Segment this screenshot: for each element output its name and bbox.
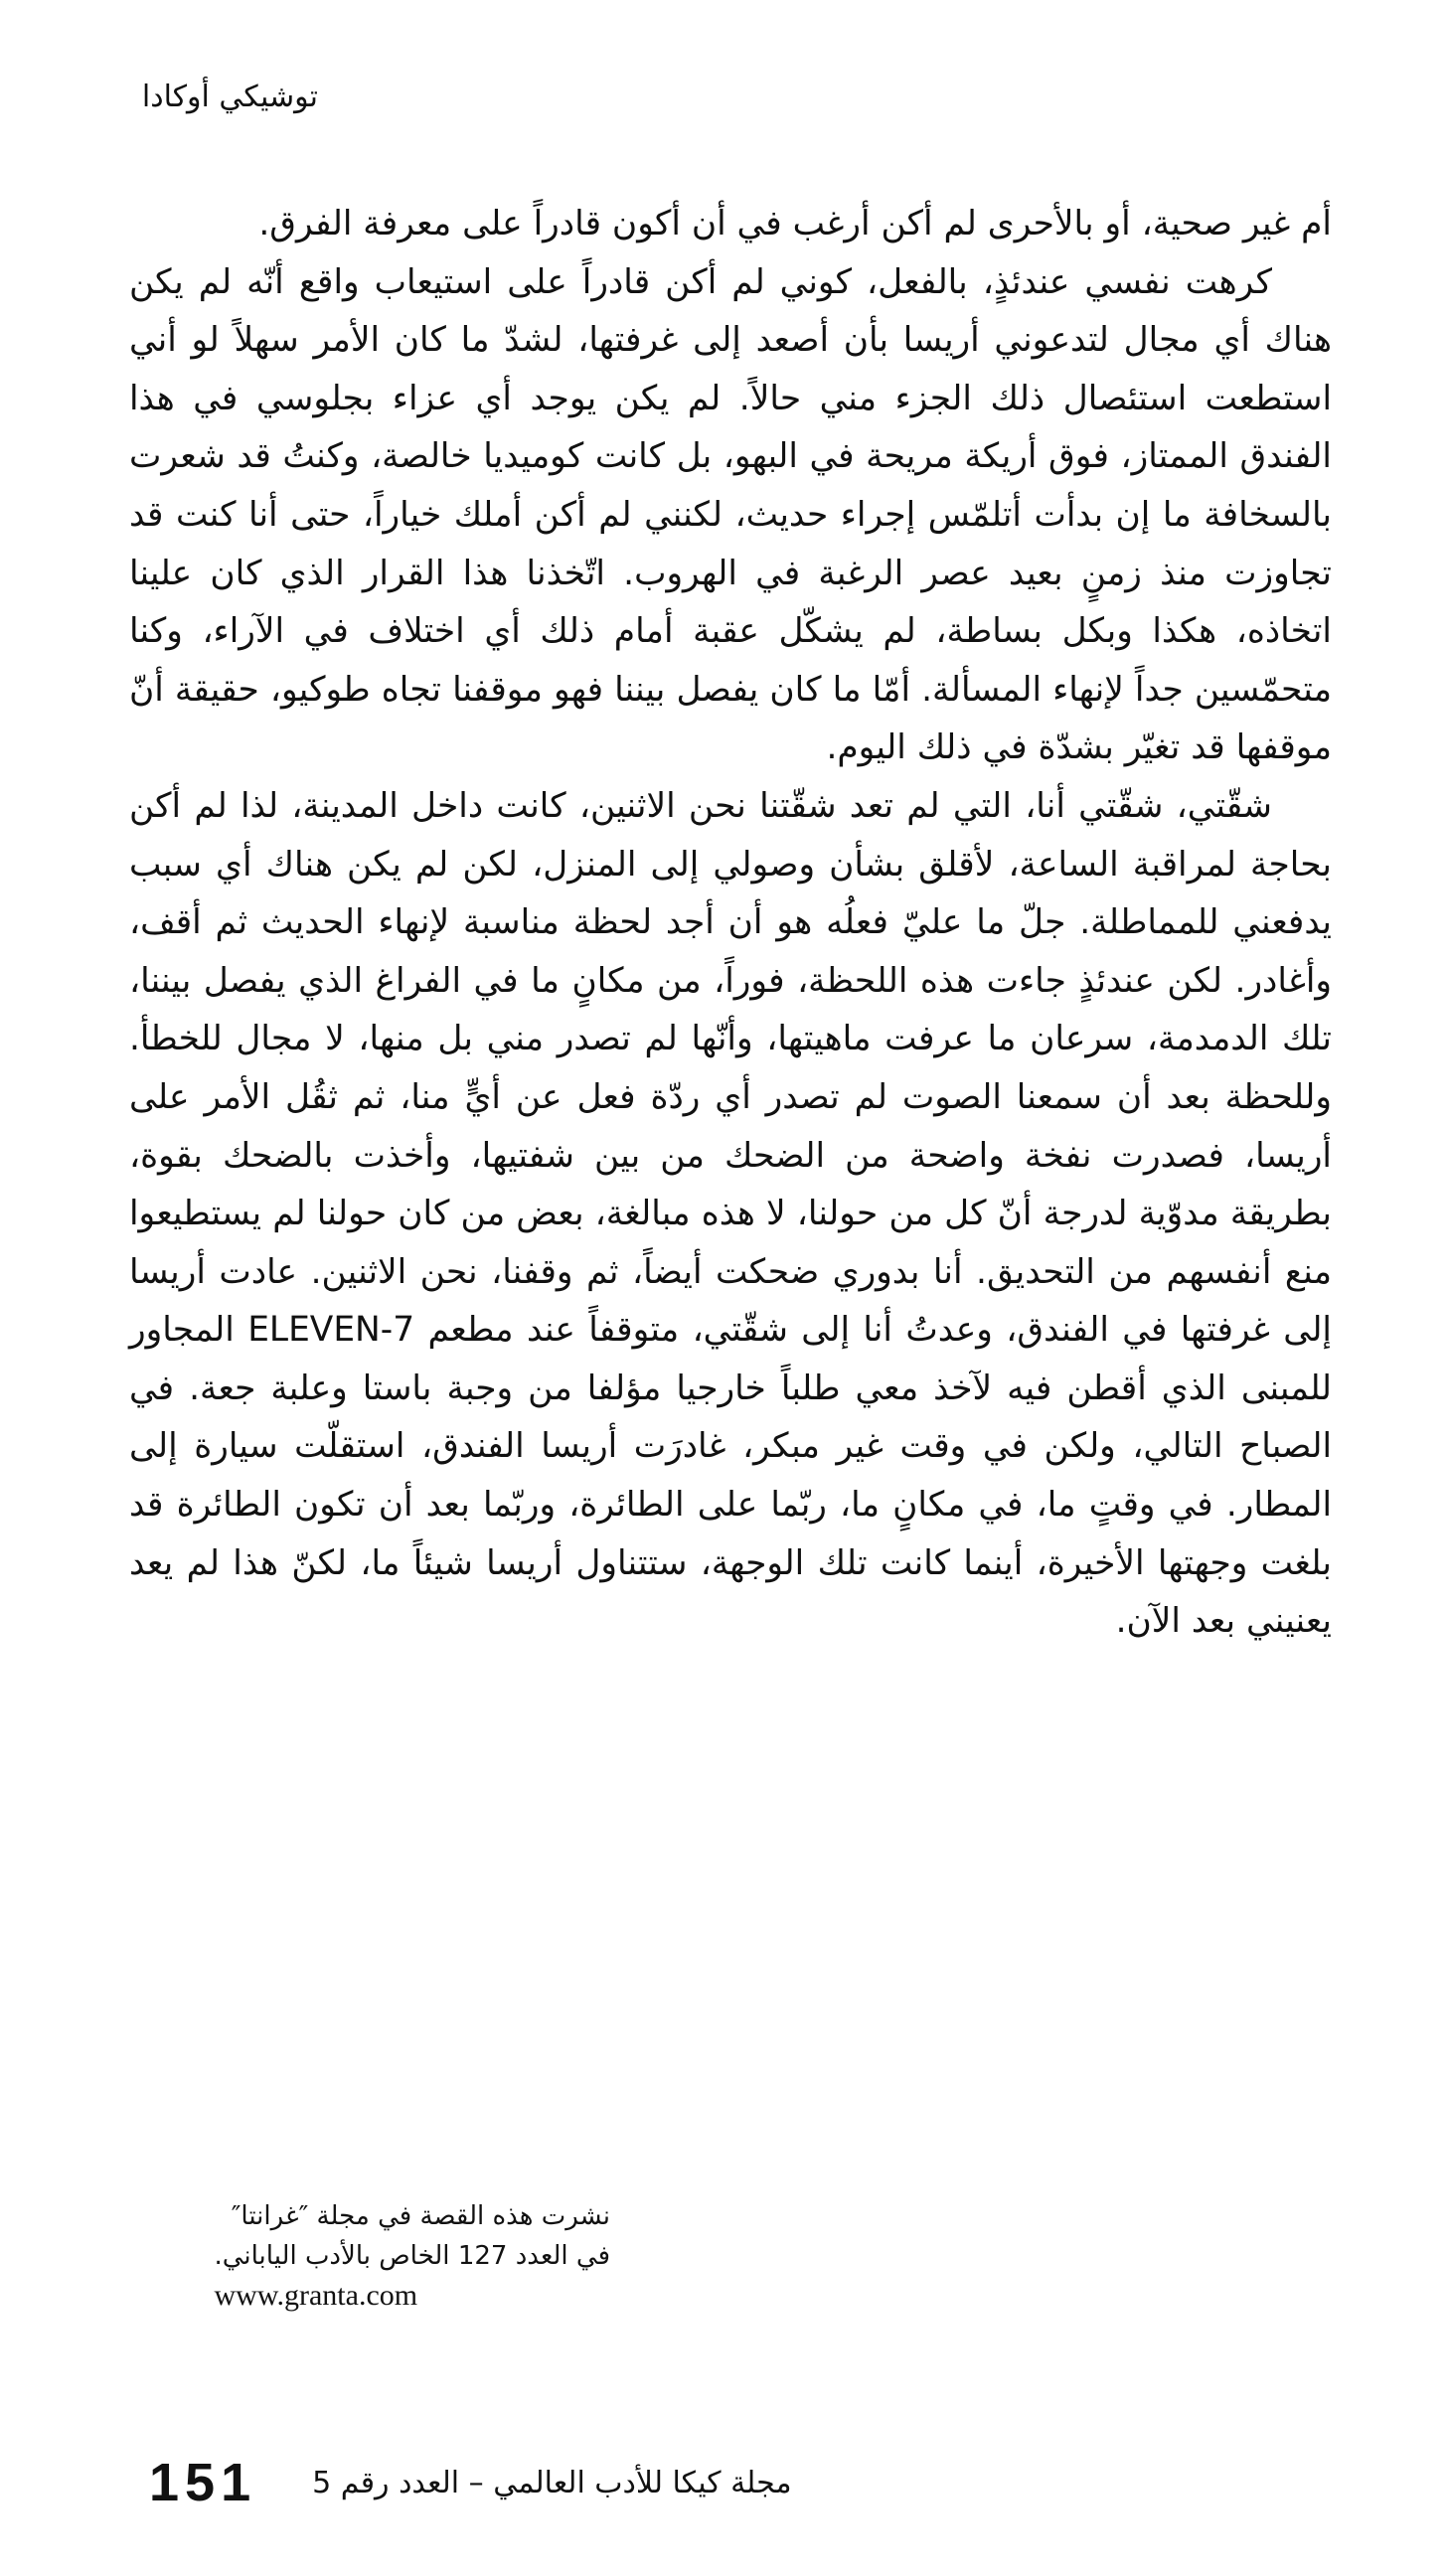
footnote-url: www.granta.com (214, 2279, 418, 2312)
story-text (129, 195, 1332, 1651)
paragraph-2: كرهت نفسي عندئذٍ، بالفعل، كوني لم أكن قادراً على استيعاب واقع أنّه لم يكن هناك أي مجال لتدعوني أريسا بأن أصعد إلى غرفتها، لشدّ ما كان الأمر سهلاً لو أني استطعت استئصال ذلك الجزء مني حالاً. لم يكن يوجد أي عزاء بجلوسي في هذا الفندق الممتاز، فوق أريكة مريحة في البهو، بل كانت كوميديا خالصة، وكنتُ قد شعرت بالسخافة ما إن بدأت أتلمّس إجراء حديث، لكنني لم أكن أملك خياراً، حتى أنا كنت قد تجاوزت منذ زمنٍ بعيد عصر الرغبة في الهروب. اتّخذنا هذا القرار الذي كان علينا اتخاذه، هكذا وبكل بساطة، لم يشكّل عقبة أمام ذلك أي اختلاف في الآراء، وكنا متحمّسين جداً لإنهاء المسألة. أمّا ما كان يفصل بيننا فهو موقفنا تجاه طوكيو، حقيقة أنّ موقفها قد تغيّر بشدّة في ذلك اليوم. (129, 261, 1332, 768)
page-number: 151 (149, 2453, 257, 2512)
page-footer (149, 2453, 792, 2512)
footnote-line-1: نشرت هذه القصة في مجلة ″غرانتا″ (231, 2201, 610, 2231)
paragraph-1: أم غير صحية، أو بالأحرى لم أكن أرغب في أن أكون قادراً على معرفة الفرق. (258, 204, 1332, 243)
running-header-author: توشيكي أوكادا (141, 80, 318, 114)
footnote-line-2: في العدد 127 الخاص بالأدب الياباني. (214, 2241, 610, 2271)
publication-footnote (214, 2196, 610, 2316)
paragraph-3: شقّتي، شقّتي أنا، التي لم تعد شقّتنا نحن الاثنين، كانت داخل المدينة، لذا لم أكن بحاجة لمراقبة الساعة، لأقلق بشأن وصولي إلى المنزل، لكن لم يكن هناك أي سبب يدفعني للمماطلة. جلّ ما عليّ فعلُه هو أن أجد لحظة مناسبة لإنهاء الحديث ثم أقف، وأغادر. لكن عندئذٍ جاءت هذه اللحظة، فوراً، من مكانٍ ما في الفراغ الذي يفصل بيننا، تلك الدمدمة، سرعان ما عرفت ماهيتها، وأنّها لم تصدر مني بل منها، لا مجال للخطأ. وللحظة بعد أن سمعنا الصوت لم تصدر أي ردّة فعل عن أيٍّ منا، ثم ثقُل الأمر على أريسا، فصدرت نفخة واضحة من الضحك من بين شفتيها، وأخذت بالضحك بقوة، بطريقة مدوّية لدرجة أنّ كل من حولنا، لا هذه مبالغة، بعض من كان حولنا لم يستطيعوا منع أنفسهم من التحديق. أنا بدوري ضحكت أيضاً، ثم وقفنا، نحن الاثنين. عادت أريسا إلى غرفتها في الفندق، وعدتُ أنا إلى شقّتي، متوقفاً عند مطعم 7-ELEVEN المجاور للمبنى الذي أقطن فيه لآخذ معي طلباً خارجيا مؤلفا من وجبة باستا وعلبة جعة. في الصباح التالي، ولكن في وقت غير مبكر، غادرَت أريسا الفندق، استقلّت سيارة إلى المطار. في وقتٍ ما، في مكانٍ ما، ربّما على الطائرة، وربّما بعد أن تكون الطائرة قد بلغت وجهتها الأخيرة، أينما كانت تلك الوجهة، ستتناول أريسا شيئاً ما، لكنّ هذا لم يعد يعنيني بعد الآن. (129, 785, 1332, 1642)
journal-title: مجلة كيكا للأدب العالمي – العدد رقم 5 (312, 2465, 792, 2500)
